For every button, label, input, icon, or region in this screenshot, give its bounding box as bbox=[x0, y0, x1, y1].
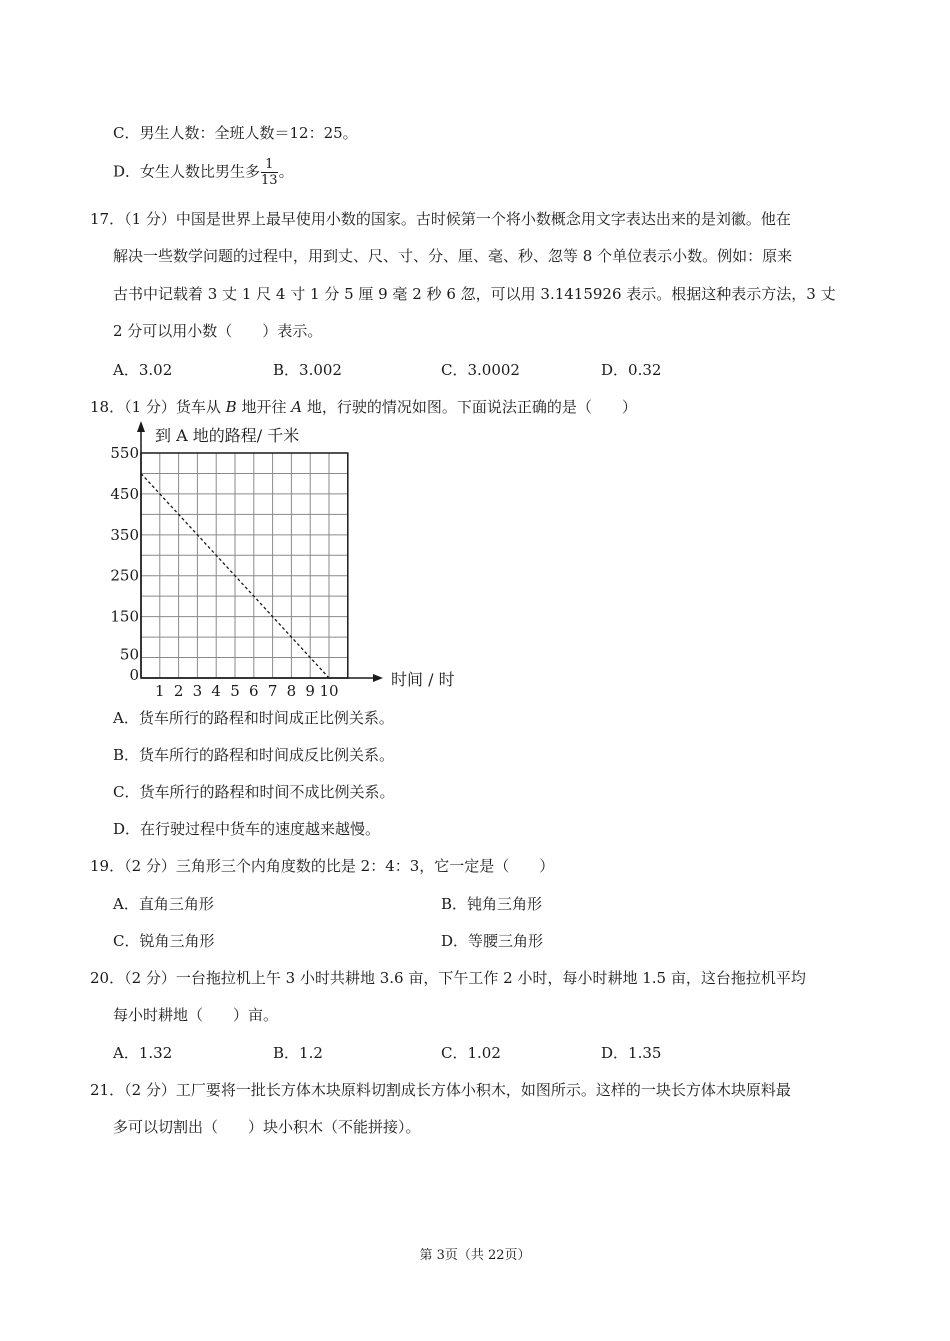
y-tick-labels bbox=[110, 444, 139, 684]
q17-option-a: A．3.02 bbox=[113, 361, 173, 379]
x-axis-label: 时间 / 时 bbox=[391, 670, 455, 689]
y-tick-label: 0 bbox=[129, 666, 139, 684]
x-tick-labels bbox=[155, 682, 339, 700]
q20-stem-line-2: 每小时耕地（ ）亩。 bbox=[113, 1006, 279, 1024]
q17-stem-line-3: 古书中记载着 3 丈 1 尺 4 寸 1 分 5 厘 9 毫 2 秒 6 忽，可以用 3.1415926 表示。根据这种表示方法，3 丈 bbox=[113, 285, 836, 303]
fraction-numerator: 1 bbox=[261, 158, 278, 173]
x-tick-label: 3 bbox=[192, 682, 203, 700]
q18-stem-suffix: 地，行驶的情况如图。下面说法正确的是（ ） bbox=[302, 398, 637, 416]
q18-point-a: A bbox=[291, 398, 303, 416]
chart-axes bbox=[137, 421, 383, 682]
x-tick-label: 9 bbox=[305, 682, 315, 700]
y-axis-arrow-icon bbox=[137, 421, 145, 432]
plot-frame bbox=[141, 453, 348, 678]
q21-stem-line-2: 多可以切割出（ ）块小积木（不能拼接）。 bbox=[113, 1118, 421, 1136]
q19-option-d: D．等腰三角形 bbox=[441, 932, 544, 950]
q18-stem-mid: 地开往 bbox=[236, 398, 292, 416]
x-tick-label: 7 bbox=[267, 682, 278, 700]
x-tick-label: 6 bbox=[249, 682, 259, 700]
q17-option-c: C．3.0002 bbox=[441, 361, 520, 379]
y-tick-label: 150 bbox=[110, 607, 139, 626]
q20-option-b: B．1.2 bbox=[273, 1044, 323, 1062]
q20-stem-line-1: 20．（2 分）一台拖拉机上午 3 小时共耕地 3.6 亩，下午工作 2 小时，每小时耕地 1.5 亩，这台拖拉机平均 bbox=[90, 969, 806, 987]
q19-option-b: B．钝角三角形 bbox=[441, 895, 543, 913]
fraction-denominator: 13 bbox=[261, 173, 278, 188]
q17-stem-line-1: 17．（1 分）中国是世界上最早使用小数的国家。古时候第一个将小数概念用文字表达出来的是刘徽。他在 bbox=[90, 210, 791, 228]
q17-stem-line-2: 解决一些数学问题的过程中，用到丈、尺、寸、分、厘、毫、秒、忽等 8 个单位表示小数。例如：原来 bbox=[113, 247, 793, 265]
q18-option-b: B．货车所行的路程和时间成反比例关系。 bbox=[113, 746, 395, 764]
q20-option-a: A．1.32 bbox=[113, 1044, 173, 1062]
q18-option-c: C．货车所行的路程和时间不成比例关系。 bbox=[113, 783, 395, 801]
q16-option-d-text: D．女生人数比男生多 bbox=[113, 162, 261, 181]
q17-option-d: D．0.32 bbox=[601, 361, 662, 379]
x-tick-label: 1 bbox=[155, 682, 165, 700]
y-axis-label: 到 A 地的路程/ 千米 bbox=[155, 426, 300, 445]
fraction bbox=[261, 158, 278, 187]
q16-option-c: C．男生人数：全班人数＝12：25。 bbox=[113, 124, 358, 142]
y-tick-label: 50 bbox=[119, 645, 139, 664]
y-tick-label: 550 bbox=[110, 444, 139, 462]
y-tick-label: 250 bbox=[110, 566, 139, 585]
page-footer: 第 3页（共 22页） bbox=[419, 1248, 531, 1263]
q17-stem-line-4: 2 分可以用小数（ ）表示。 bbox=[113, 322, 323, 340]
q19-option-c: C．锐角三角形 bbox=[113, 932, 215, 950]
x-tick-label: 10 bbox=[319, 682, 339, 700]
q16-option-d-suffix: 。 bbox=[278, 162, 294, 181]
x-tick-label: 8 bbox=[286, 682, 297, 700]
y-tick-label: 350 bbox=[110, 525, 139, 544]
q16-option-d bbox=[113, 158, 294, 187]
q19-stem: 19．（2 分）三角形三个内角度数的比是 2：4：3，它一定是（ ） bbox=[90, 857, 555, 875]
q18-point-b: B bbox=[225, 398, 237, 416]
q20-option-c: C．1.02 bbox=[441, 1044, 501, 1062]
q21-stem-line-1: 21．（2 分）工厂要将一批长方体木块原料切割成长方体小积木，如图所示。这样的一块长方体木块原料最 bbox=[90, 1081, 791, 1099]
q18-option-d: D．在行驶过程中货车的速度越来越慢。 bbox=[113, 820, 381, 838]
x-tick-label: 2 bbox=[173, 682, 184, 700]
q18-stem-prefix: 18．（1 分）货车从 bbox=[90, 398, 226, 416]
x-axis-arrow-icon bbox=[373, 674, 383, 682]
x-tick-label: 4 bbox=[211, 682, 221, 700]
y-tick-label: 450 bbox=[110, 484, 139, 503]
q17-option-b: B．3.002 bbox=[273, 361, 342, 379]
q19-option-a: A．直角三角形 bbox=[113, 895, 214, 913]
chart-grid bbox=[141, 453, 348, 678]
q18-stem bbox=[90, 396, 637, 417]
distance-time-chart bbox=[0, 415, 480, 705]
x-tick-label: 5 bbox=[230, 682, 240, 700]
q20-option-d: D．1.35 bbox=[601, 1044, 662, 1062]
q18-option-a: A．货车所行的路程和时间成正比例关系。 bbox=[113, 709, 394, 727]
